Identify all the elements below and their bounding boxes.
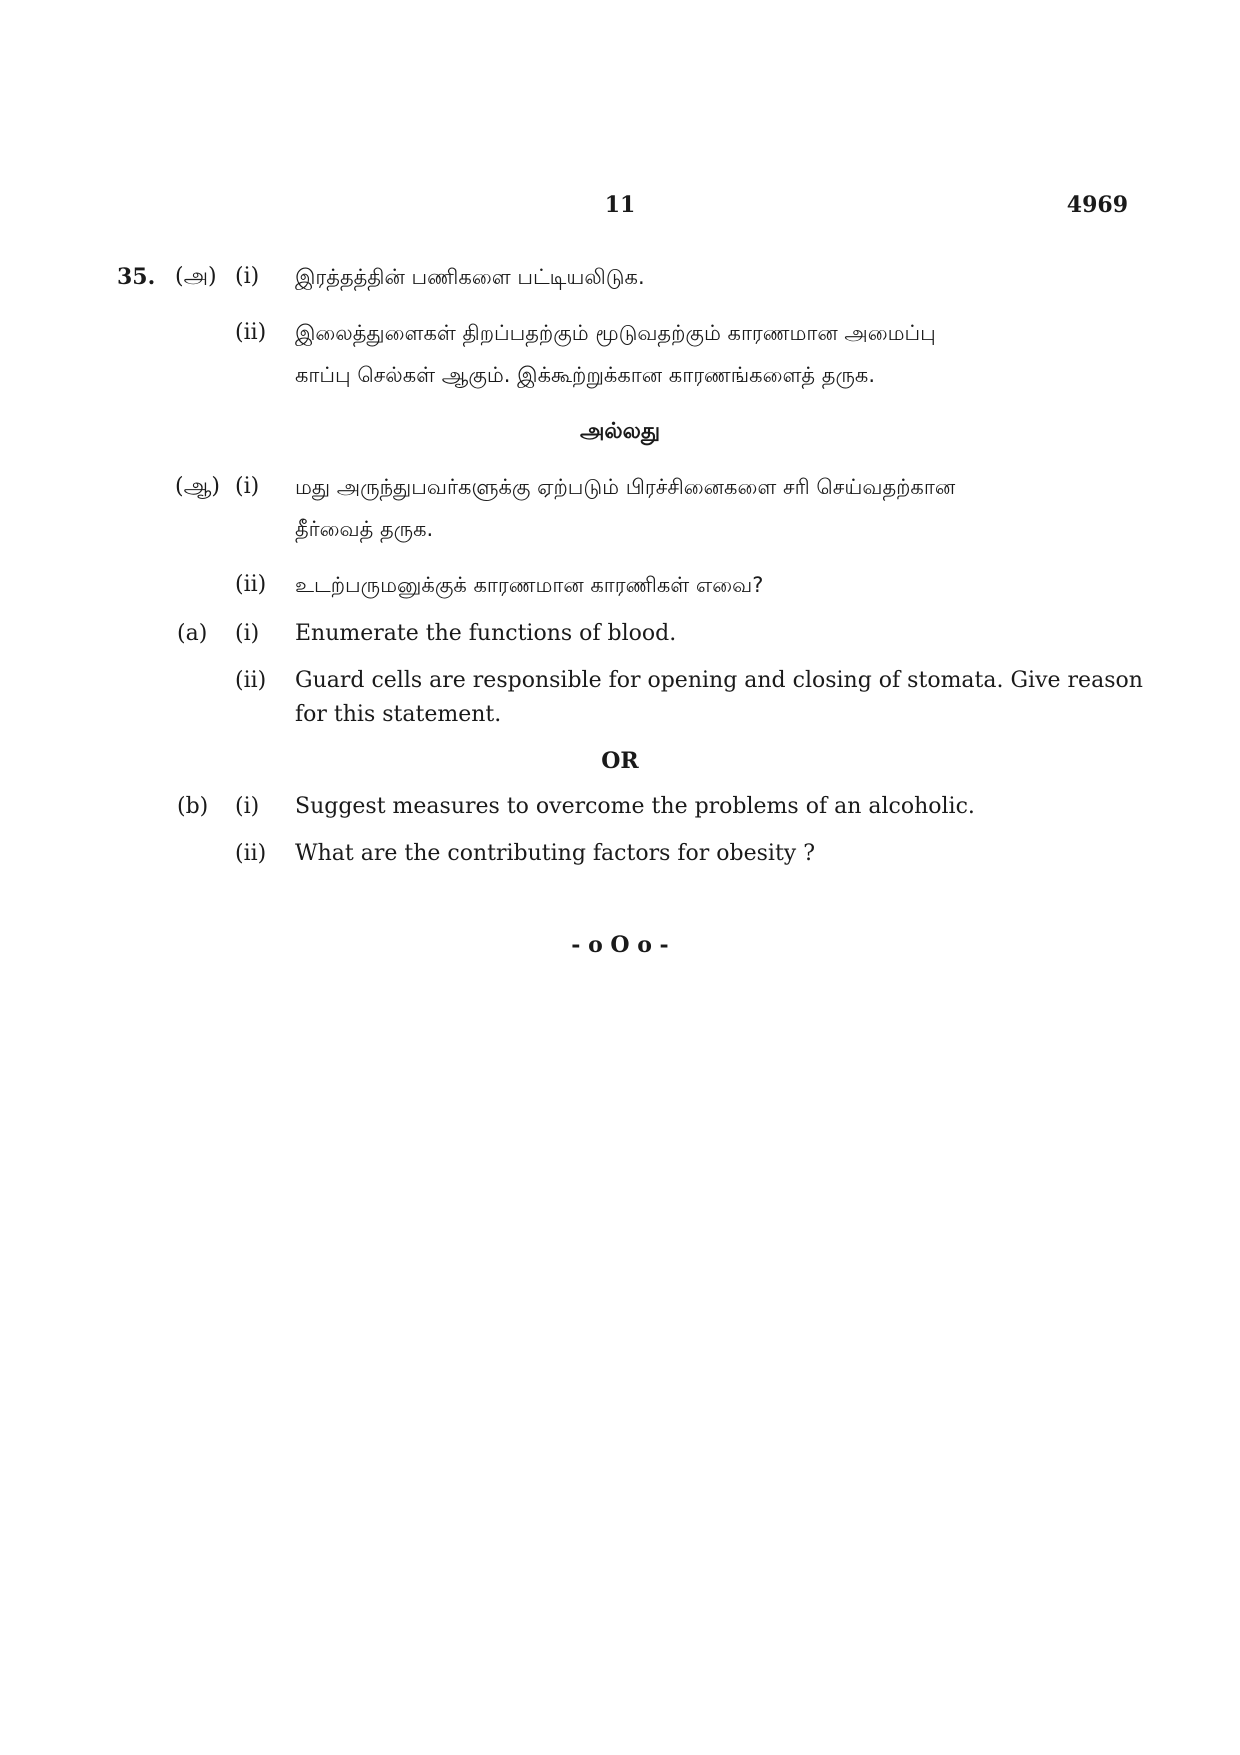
or-label-tamil: அல்லது — [579, 419, 661, 444]
subpart-label: (i) — [235, 794, 260, 819]
question-text: தீர்வைத் தருக. — [295, 517, 434, 541]
question-text: Guard cells are responsible for opening and closing of stomata. Give reason — [295, 668, 1143, 693]
paper-code: 4969 — [1066, 192, 1128, 218]
question-text: காப்பு செல்கள் ஆகும். இக்கூற்றுக்கான காரணங்களைத் தருக. — [295, 363, 876, 387]
page-number: 11 — [604, 192, 636, 218]
subpart-label: (i) — [235, 264, 260, 289]
subpart-label: (i) — [235, 474, 260, 499]
option-a-label: (a) — [177, 621, 208, 646]
question-text: மது அருந்துபவர்களுக்கு ஏற்படும் பிரச்சினைகளை சரி செய்வதற்கான — [295, 475, 956, 499]
subpart-label: (ii) — [235, 668, 267, 693]
question-text: for this statement. — [295, 702, 502, 727]
question-number: 35. — [117, 264, 156, 290]
subpart-label: (ii) — [235, 841, 267, 866]
question-text: இலைத்துளைகள் திறப்பதற்கும் மூடுவதற்கும் காரணமான அமைப்பு — [295, 321, 936, 345]
end-mark: - o O o - — [571, 932, 669, 958]
subpart-label: (i) — [235, 621, 260, 646]
option-a-tamil-label: (அ) — [175, 264, 217, 289]
option-b-label: (b) — [177, 794, 209, 819]
option-b-tamil-label: (ஆ) — [175, 474, 220, 499]
question-text: What are the contributing factors for obesity ? — [295, 841, 815, 866]
question-text: Enumerate the functions of blood. — [295, 621, 677, 646]
or-label: OR — [601, 748, 639, 774]
question-text: Suggest measures to overcome the problems of an alcoholic. — [295, 794, 975, 819]
subpart-label: (ii) — [235, 320, 267, 345]
question-text: உடற்பருமனுக்குக் காரணமான காரணிகள் எவை? — [295, 573, 764, 597]
page-header — [0, 192, 1240, 228]
subpart-label: (ii) — [235, 572, 267, 597]
question-text: இரத்தத்தின் பணிகளை பட்டியலிடுக. — [295, 265, 645, 289]
